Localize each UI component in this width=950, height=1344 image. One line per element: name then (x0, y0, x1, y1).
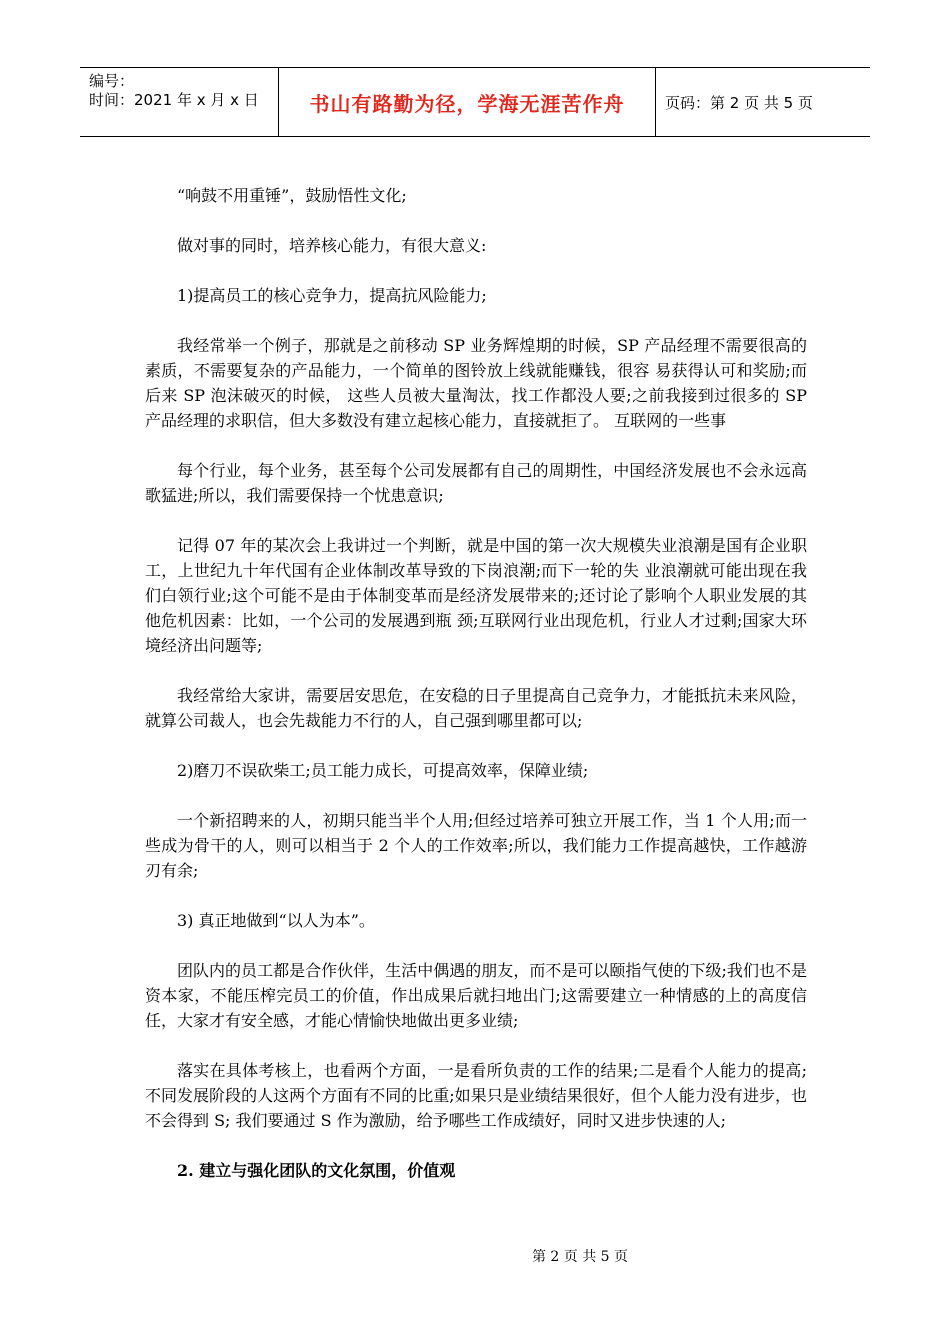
paragraph: 记得 07 年的某次会上我讲过一个判断，就是中国的第一次大规模失业浪潮是国有企业职工，上世纪九十年代国有企业体制改革导致的下岗浪潮;而下一轮的失 业浪潮就可能出现在我们白领行业;这个可能不是由于体制变革而是经济发展带来的;还讨论了影响个人职业发展的其他危机因素：比如，一个公司的发展遇到瓶 颈;互联网行业出现危机，行业人才过剩;国家大环境经济出问题等; (145, 536, 807, 655)
document-body (145, 183, 807, 1208)
paragraph: 我经常举一个例子，那就是之前移动 SP 业务辉煌期的时候，SP 产品经理不需要很高的素质，不需要复杂的产品能力，一个简单的图铃放上线就能赚钱，很容 易获得认可和奖励;而后来 SP 泡沫破灭的时候， 这些人员被大量淘汰，找工作都没人要;之前我接到过很多的 SP 产品经理的求职信，但大多数没有建立起核心能力，直接就拒了。 互联网的一些事 (145, 336, 807, 430)
footer-page-number: 第 2 页 共 5 页 (531, 1249, 629, 1265)
header-page-info: 页码：第 2 页 共 5 页 (665, 93, 813, 112)
paragraph: “响鼓不用重锤”，鼓励悟性文化; (177, 186, 407, 205)
header-motto: 书山有路勤为径，学海无涯苦作舟 (279, 68, 656, 136)
document-number-label: 编号： (89, 72, 135, 90)
paragraph: 我经常给大家讲，需要居安思危，在安稳的日子里提高自己竞争力，才能抵抗未来风险，就算公司裁人，也会先裁能力不行的人，自己强到哪里都可以; (145, 686, 807, 730)
document-time-label: 时间：2021 年 x 月 x 日 (89, 91, 259, 109)
page-header (80, 67, 870, 137)
paragraph: 落实在具体考核上，也看两个方面，一是看所负责的工作的结果;二是看个人能力的提高;不同发展阶段的人这两个方面有不同的比重;如果只是业绩结果很好，但个人能力没有进步，也不会得到 S; 我们要通过 S 作为激励，给予哪些工作成绩好，同时又进步快速的人; (145, 1061, 807, 1130)
section-heading: 2. 建立与强化团队的文化氛围，价值观 (177, 1161, 456, 1180)
list-heading: 3) 真正地做到“以人为本”。 (177, 911, 375, 930)
paragraph: 每个行业，每个业务，甚至每个公司发展都有自己的周期性，中国经济发展也不会永远高歌猛进;所以，我们需要保持一个忧患意识; (145, 461, 807, 505)
paragraph: 做对事的同时，培养核心能力，有很大意义: (177, 236, 487, 255)
paragraph: 一个新招聘来的人，初期只能当半个人用;但经过培养可独立开展工作，当 1 个人用;而一些成为骨干的人，则可以相当于 2 个人的工作效率;所以，我们能力工作提高越快，工作越游刃有余; (145, 811, 807, 880)
header-meta (80, 68, 279, 136)
list-heading: 2)磨刀不误砍柴工;员工能力成长，可提高效率，保障业绩; (177, 761, 589, 780)
page-footer (0, 1246, 950, 1266)
paragraph: 团队内的员工都是合作伙伴，生活中偶遇的朋友，而不是可以颐指气使的下级;我们也不是资本家，不能压榨完员工的价值，作出成果后就扫地出门;这需要建立一种情感的上的高度信任，大家才有安全感，才能心情愉快地做出更多业绩; (145, 961, 807, 1030)
list-heading: 1)提高员工的核心竞争力，提高抗风险能力; (177, 286, 487, 305)
